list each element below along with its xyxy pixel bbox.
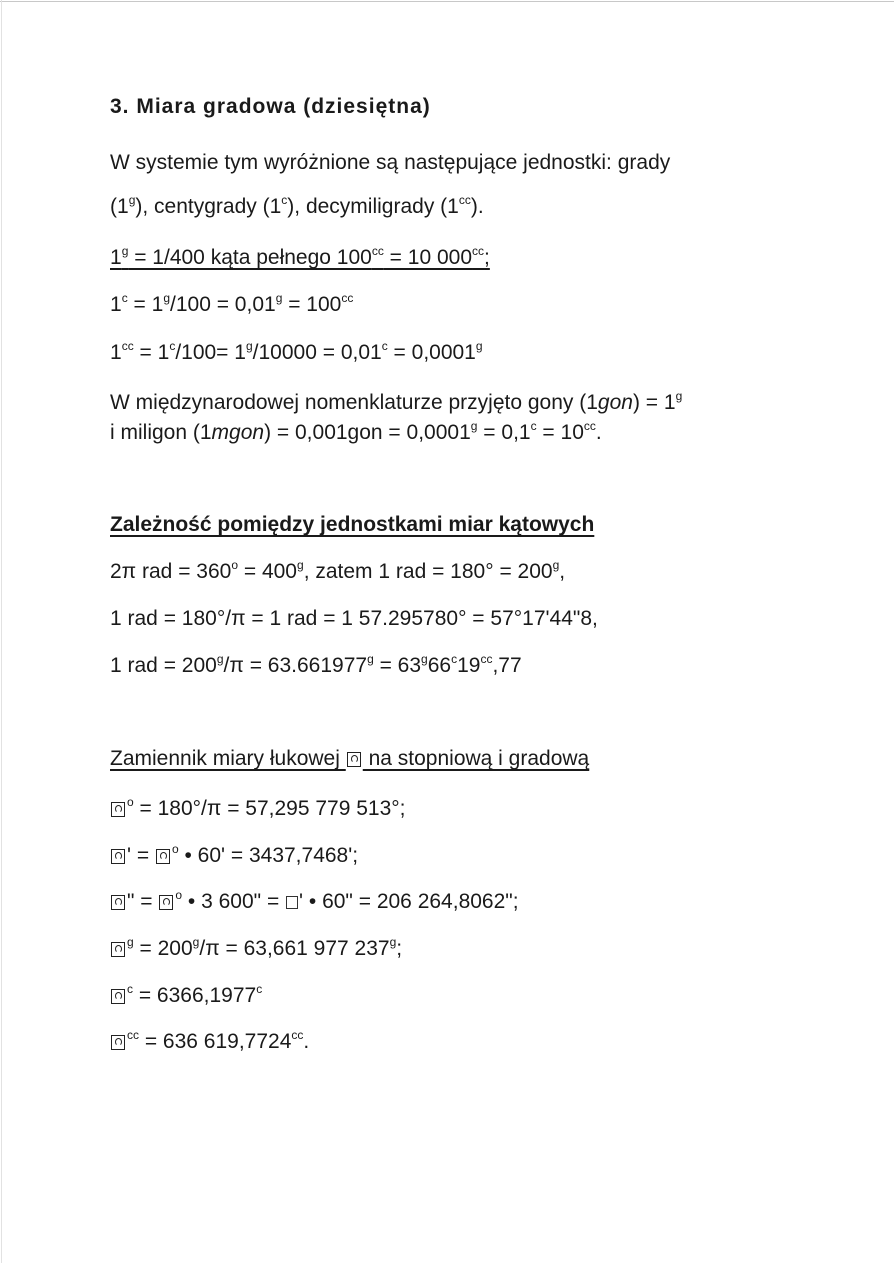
conv4-c: ; [396,937,403,960]
rho-symbol-icon [111,802,125,817]
rho-symbol-icon [156,849,170,864]
rel3-d: 66 [427,654,452,677]
degree-mark: o [171,842,179,856]
intro-line-1 [110,150,670,176]
intro-text-b4: ). [470,195,484,218]
conv2-b: • 60' = 3437,7468'; [178,844,359,867]
grad-mark: g [128,193,136,207]
c-mark: c [530,419,537,433]
rho-symbol-icon [347,752,361,767]
rho-symbol-icon [111,895,125,910]
rel3-b: /π = 63.661977 [223,654,368,677]
cc-mark: cc [480,652,493,666]
conversion-line-4 [110,936,402,962]
grad-mark: g [127,935,134,949]
eq2-b: = 1 [127,293,164,316]
eq1-a: 1 [110,246,122,269]
rel3-e: 19 [457,654,481,677]
nom-mgon: mgon [211,421,265,444]
c-mark: c [381,339,388,353]
conv2-a: ' = [127,844,155,867]
eq3-c: /100= 1 [175,341,246,364]
intro-text-b3: ), decymiligrady (1 [287,195,459,218]
nom-c: ) = 1 [632,391,676,414]
conv4-b: /π = 63,661 977 237 [199,937,390,960]
c-mark: c [121,291,128,305]
rho-symbol-icon [111,989,125,1004]
eq1-b: = 1/400 kąta pełnego 100 [128,246,372,269]
centygrad-mark: c [281,193,288,207]
cc-mark: cc [121,339,134,353]
rho-symbol-icon [159,895,173,910]
eq3-e: = 0,0001 [387,341,476,364]
equation-2 [110,292,353,318]
relation-line-1 [110,559,565,585]
grad-mark: g [275,291,283,305]
missing-glyph-box-icon [286,896,298,909]
eq3-d: /10000 = 0,01 [252,341,382,364]
conv6-b: . [303,1030,310,1053]
c-mark: c [256,982,263,996]
degree-mark: o [231,558,239,572]
cc-mark: cc [127,1028,139,1042]
grad-mark: g [470,419,478,433]
rho-symbol-icon [111,1035,125,1050]
nom-g: = 0,1 [477,421,531,444]
nom-i: . [595,421,602,444]
eq3-a: 1 [110,341,122,364]
eq2-c: /100 = 0,01 [170,293,276,316]
conv3-c: ' • 60" = 206 264,8062"; [299,890,519,913]
rel1-b: = 400 [238,560,297,583]
conv3-a: " = [127,890,159,913]
decymiligrad-mark: cc [458,193,471,207]
conversion-line-2 [110,843,358,869]
rel3-a: 1 rad = 200 [110,654,217,677]
relation-line-2: 1 rad = 180°/π = 1 rad = 1 57.295780° = 57°17'44"8, [110,607,598,630]
nomenclature-line-1 [110,390,682,416]
page-left-border [1,0,2,1263]
rho-symbol-icon [111,942,125,957]
page-top-border [0,1,894,2]
nom-h: = 10 [536,421,584,444]
conv1-a: = 180°/π = 57,295 779 513°; [133,797,406,820]
cc-mark: cc [371,244,384,258]
intro-text-a: W systemie tym wyróżnione są następujące jednostki: grady [110,151,671,174]
grad-mark: g [367,652,374,666]
equation-1 [110,245,490,271]
grad-mark: g [121,244,129,258]
c-mark: c [169,339,176,353]
eq3-b: = 1 [133,341,170,364]
equation-3 [110,340,483,366]
intro-text-b2: ), centygrady (1 [135,195,282,218]
grad-mark: g [297,558,304,572]
eq2-a: 1 [110,293,122,316]
conversion-line-5 [110,983,262,1009]
nom-f: ) = 0,001gon = 0,0001 [264,421,471,444]
cc-mark: cc [583,419,596,433]
nom-gon: gon [597,391,633,414]
eq2-d: = 100 [282,293,342,316]
degree-mark: o [127,795,134,809]
grad-mark: g [421,652,428,666]
rho-symbol-icon [111,849,125,864]
degree-mark: o [175,888,183,902]
grad-mark: g [475,339,483,353]
grad-mark: g [245,339,253,353]
eq1-c: = 10 000 [383,246,473,269]
grad-mark: g [675,389,683,403]
conv6-a: = 636 619,7724 [139,1030,292,1053]
conversion-line-6 [110,1029,309,1055]
c-mark: c [451,652,458,666]
conv4-a: = 200 [133,937,193,960]
nom-a: W międzynarodowej nomenklaturze przyjęto gony (1 [110,391,598,414]
conversion-line-3 [110,889,519,915]
sec3-heading-a: Zamiennik miary łukowej [110,747,346,770]
rel1-c: , zatem 1 rad = 180° = 200 [303,560,553,583]
grad-mark: g [552,558,560,572]
grad-mark: g [389,935,397,949]
grad-mark: g [192,935,200,949]
grad-mark: g [163,291,170,305]
conversion-line-1 [110,796,406,822]
sec3-heading-b: na stopniową i gradową [362,747,590,770]
rel1-a: 2π rad = 360 [110,560,232,583]
conv5-a: = 6366,1977 [133,984,257,1007]
cc-mark: cc [291,1028,304,1042]
intro-text-b1: (1 [110,195,129,218]
rel1-d: , [559,560,566,583]
cc-mark: cc [341,291,354,305]
section-2-heading: Zależność pomiędzy jednostkami miar kątowych [110,513,595,536]
relation-line-3 [110,653,522,679]
section-3-heading [110,746,589,772]
nom-d: i miligon (1 [110,421,212,444]
section-title: 3. Miara gradowa (dziesiętna) [110,95,431,118]
intro-line-2 [110,194,484,220]
conv3-b: • 3 600" = [182,890,286,913]
rel3-f: ,77 [492,654,522,677]
cc-mark: cc [472,244,485,258]
nomenclature-line-2 [110,420,602,446]
eq1-d: ; [484,246,490,269]
rel3-c: = 63 [373,654,422,677]
c-mark: c [127,982,133,996]
grad-mark: g [216,652,224,666]
